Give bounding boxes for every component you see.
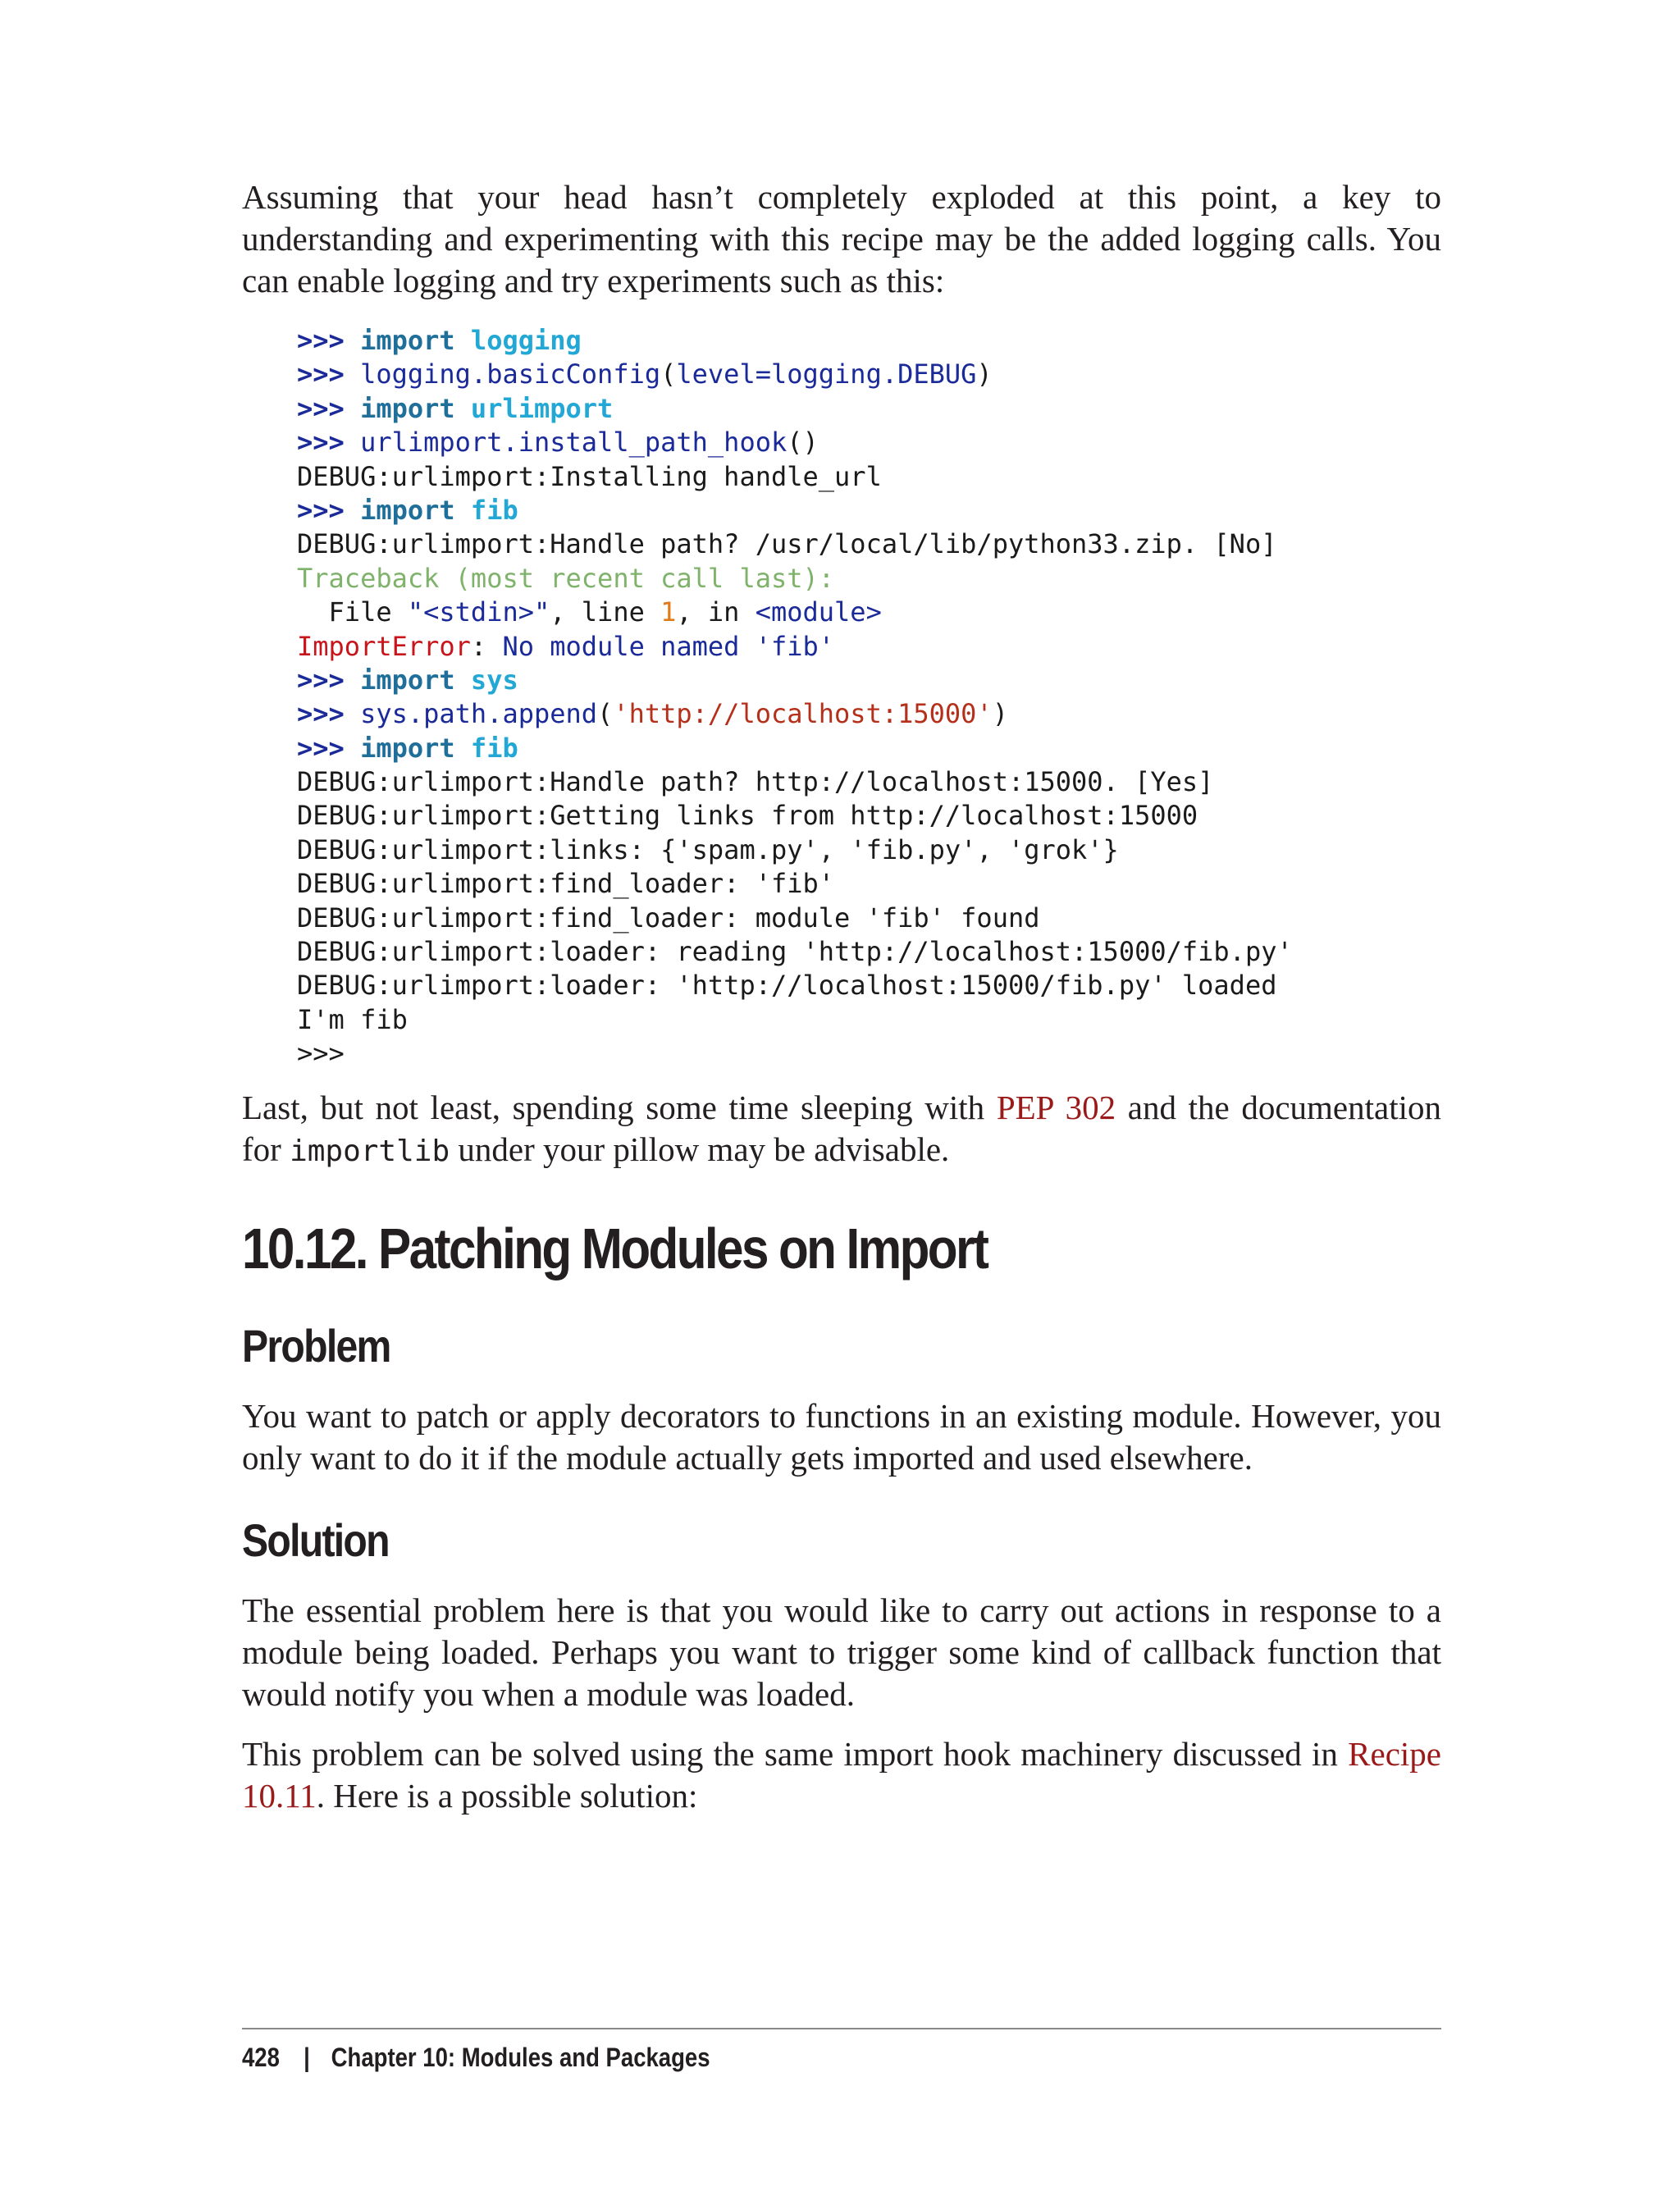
code-line	[297, 935, 1293, 969]
code-token: import	[360, 392, 455, 424]
chapter-title: Chapter 10: Modules and Packages	[331, 2043, 710, 2072]
code-token: )	[976, 358, 993, 390]
code-token: 'fib'	[755, 630, 835, 662]
code-line	[297, 527, 1293, 561]
code-line	[297, 460, 1293, 494]
code-token: >>>	[297, 664, 361, 696]
code-token: >>>	[297, 358, 361, 390]
code-token: Traceback (most recent call last):	[297, 562, 835, 594]
code-line	[297, 664, 1293, 697]
code-token: fib	[470, 494, 518, 526]
code-token: 1	[660, 596, 677, 628]
code-token: sys.path.append	[360, 698, 598, 730]
code-block	[297, 324, 1293, 1071]
code-line	[297, 1003, 1293, 1037]
code-token: DEBUG:urlimport:Handle path? /usr/local/lib/python33.zip. [No]	[297, 528, 1277, 560]
recipe-10-11-link[interactable]: Recipe 10.11	[242, 1735, 1441, 1815]
code-token: ImportError	[297, 630, 471, 662]
code-token: )	[992, 698, 1008, 730]
closing-text-2: and the documentation for	[242, 1089, 1441, 1168]
code-token	[455, 325, 471, 356]
code-line	[297, 324, 1293, 358]
code-line	[297, 867, 1293, 901]
code-token: urlimport	[470, 392, 614, 424]
solution-heading: Solution	[242, 1514, 389, 1566]
code-token: urlimport.install_path_hook	[360, 427, 788, 459]
code-token: DEBUG:urlimport:loader: reading 'http://localhost:15000/fib.py'	[297, 936, 1293, 968]
code-token: 'http://localhost:15000'	[613, 698, 993, 730]
code-line	[297, 630, 1293, 664]
code-token: import	[360, 494, 455, 526]
solution-paragraph-2	[242, 1733, 1441, 1817]
code-token: sys	[470, 664, 518, 696]
intro-paragraph	[242, 176, 1441, 302]
code-token: import	[360, 664, 455, 696]
code-token: DEBUG:urlimport:find_loader: module 'fib' found	[297, 902, 1040, 934]
code-token: import	[360, 732, 455, 764]
code-token: DEBUG:urlimport:find_loader: 'fib'	[297, 868, 835, 900]
code-line	[297, 697, 1293, 731]
code-token: DEBUG:urlimport:Getting links from http://localhost:15000	[297, 800, 1198, 832]
code-token: :	[470, 630, 503, 662]
solution-paragraph	[242, 1590, 1441, 1715]
code-line	[297, 426, 1293, 459]
pep-302-link[interactable]: PEP 302	[996, 1089, 1116, 1126]
code-token: "<stdin>"	[407, 596, 550, 628]
code-line	[297, 1037, 1293, 1071]
code-token: DEBUG:urlimport:Handle path? http://localhost:15000. [Yes]	[297, 766, 1214, 798]
code-token	[455, 664, 471, 696]
intro-text: Assuming that your head hasn’t completely exploded at this point, a key to understanding and experimenting with this recipe may be the added logging calls. You can enable logging and try experiments such as this:	[242, 178, 1441, 299]
code-token: logging	[470, 325, 582, 356]
code-line	[297, 392, 1293, 426]
closing-text-1: Last, but not least, spending some time sleeping with	[242, 1089, 997, 1126]
solution-text: The essential problem here is that you would like to carry out actions in response to a module being loaded. Perhaps you want to trigger some kind of callback function that would notify you when a module was loaded.	[242, 1591, 1441, 1713]
code-token	[455, 733, 471, 764]
code-token: >>>	[297, 698, 361, 730]
code-token: DEBUG:urlimport:Installing handle_url	[297, 460, 882, 492]
problem-heading: Problem	[242, 1320, 390, 1372]
closing-text-3: under your pillow may be advisable.	[450, 1130, 950, 1168]
page-number: 428	[242, 2043, 280, 2072]
closing-paragraph	[242, 1087, 1441, 1172]
code-token: I'm fib	[297, 1003, 408, 1035]
code-token: DEBUG:urlimport:links: {'spam.py', 'fib.py', 'grok'}	[297, 833, 1119, 865]
section-title: 10.12. Patching Modules on Import	[242, 1217, 988, 1281]
code-token: level=logging.DEBUG	[676, 358, 977, 390]
code-token	[455, 393, 471, 424]
code-token: import	[360, 325, 455, 356]
code-line	[297, 799, 1293, 833]
code-token: DEBUG:urlimport:loader: 'http://localhost:15000/fib.py' loaded	[297, 970, 1277, 1002]
code-line	[297, 358, 1293, 391]
code-line	[297, 596, 1293, 629]
code-token: , line	[550, 596, 661, 628]
solution-text-2b: . Here is a possible solution:	[316, 1777, 698, 1815]
code-token: fib	[470, 732, 518, 764]
code-token: >>>	[297, 427, 361, 459]
code-token: (	[597, 698, 614, 730]
code-token: File	[297, 596, 408, 628]
page-footer	[242, 2041, 710, 2074]
problem-text: You want to patch or apply decorators to functions in an existing module. However, you only want to do it if the module actually gets imported and used elsewhere.	[242, 1397, 1441, 1477]
code-line	[297, 562, 1293, 596]
problem-paragraph	[242, 1395, 1441, 1479]
code-token: ()	[787, 427, 819, 459]
code-line	[297, 969, 1293, 1002]
code-token: logging.basicConfig	[360, 358, 661, 390]
code-line	[297, 732, 1293, 765]
code-token: No module named	[502, 630, 756, 662]
code-token: >>>	[297, 325, 361, 356]
importlib-code: importlib	[290, 1134, 450, 1168]
code-line	[297, 494, 1293, 527]
code-token: , in	[676, 596, 756, 628]
code-token: >>>	[297, 1038, 345, 1070]
footer-rule	[242, 2028, 1441, 2029]
code-line	[297, 765, 1293, 799]
solution-text-2a: This problem can be solved using the same import hook machinery discussed in	[242, 1735, 1349, 1773]
code-line	[297, 902, 1293, 935]
code-token: >>>	[297, 732, 361, 764]
code-line	[297, 833, 1293, 867]
code-token: <module>	[755, 596, 882, 628]
footer-separator: |	[304, 2043, 310, 2072]
code-token: (	[660, 358, 677, 390]
code-token	[455, 495, 471, 526]
code-token: >>>	[297, 494, 361, 526]
code-token: >>>	[297, 392, 361, 424]
